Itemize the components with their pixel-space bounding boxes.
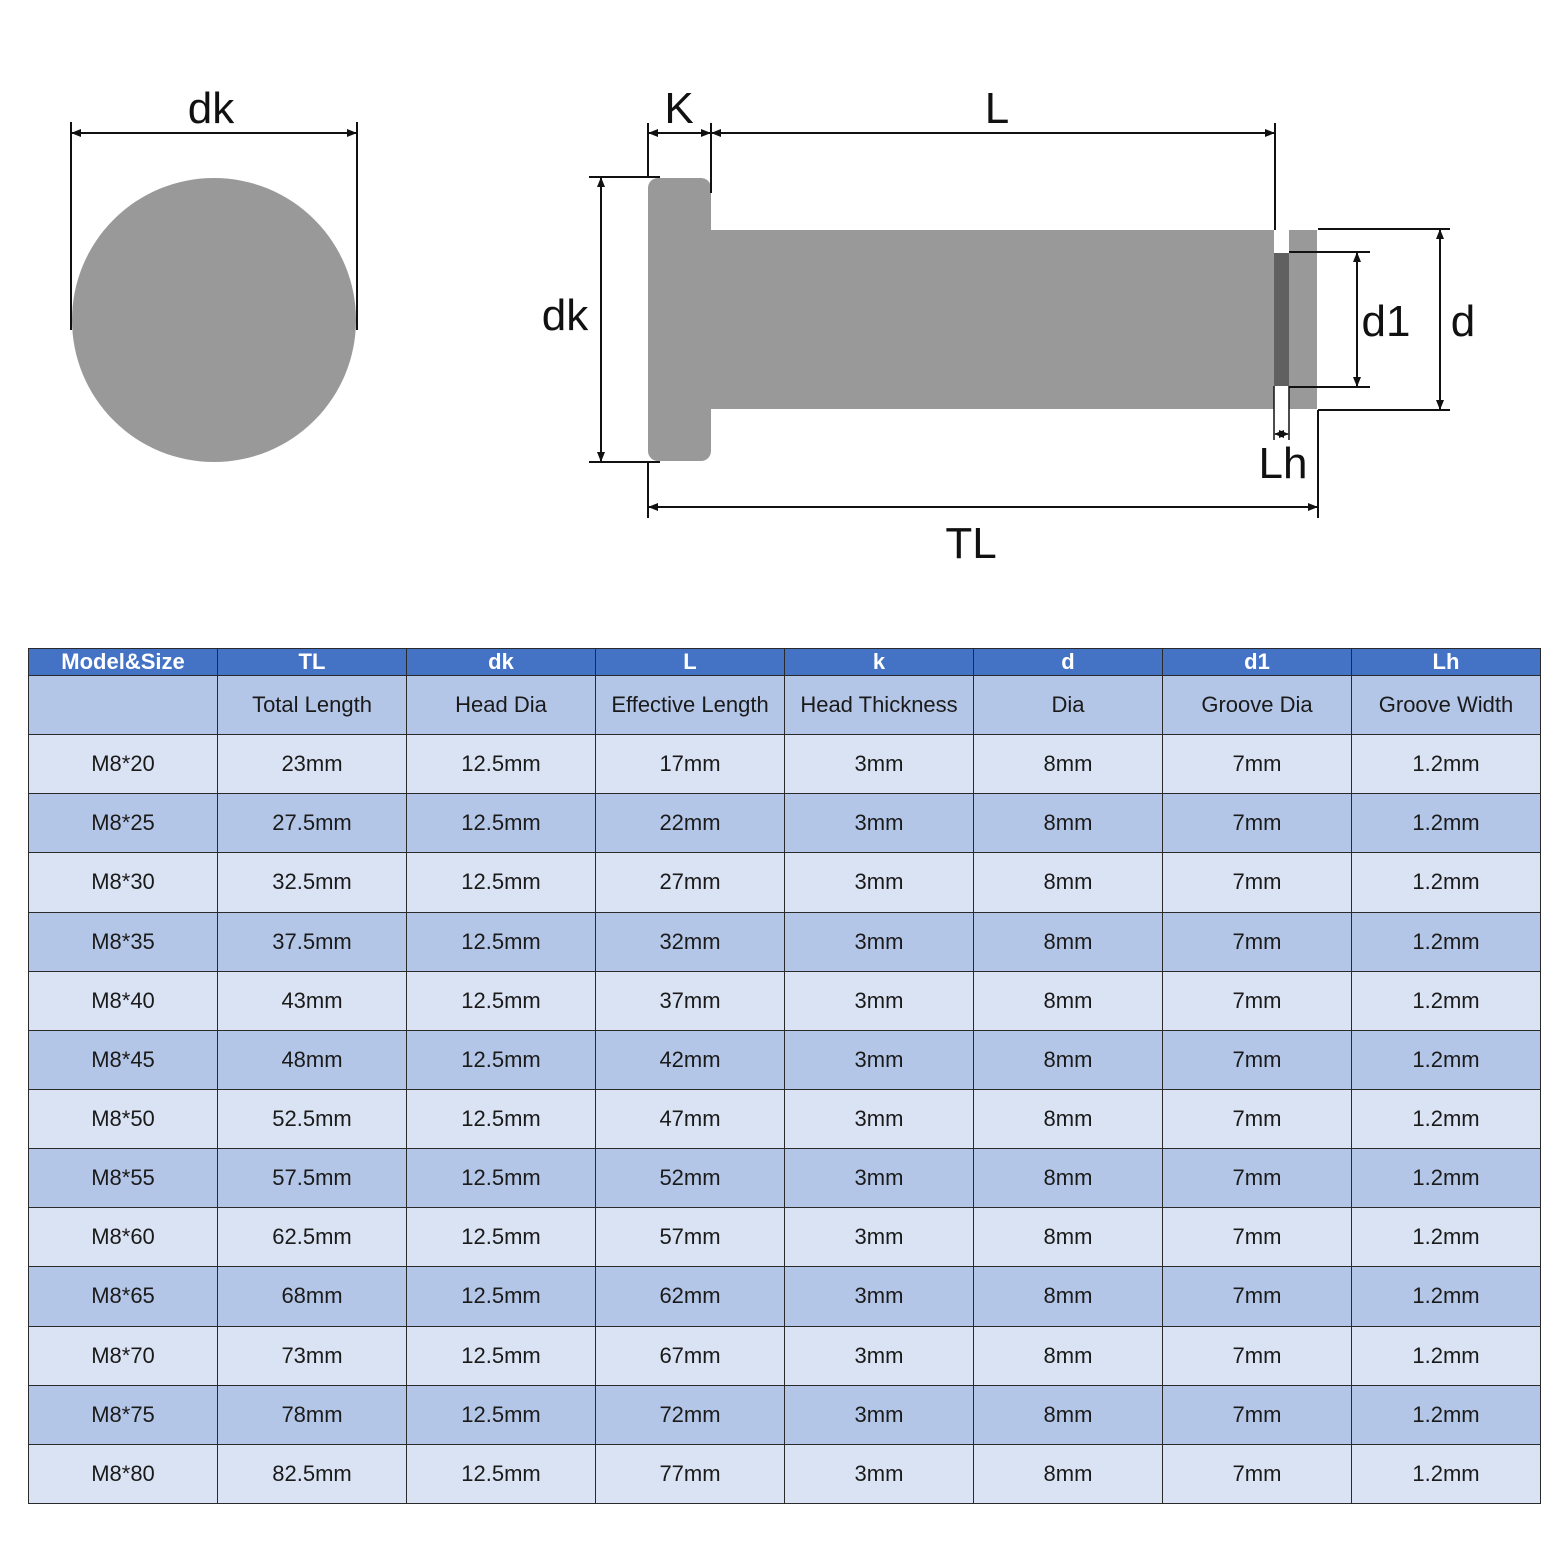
table-cell: 12.5mm <box>407 1089 596 1148</box>
table-cell: 12.5mm <box>407 735 596 794</box>
table-cell: 1.2mm <box>1352 1208 1541 1267</box>
table-cell: 3mm <box>785 971 974 1030</box>
table-cell: 8mm <box>974 1267 1163 1326</box>
pin-shank <box>710 230 1274 409</box>
groove <box>1274 253 1289 386</box>
table-row <box>29 1030 1541 1089</box>
table-cell: 8mm <box>974 1208 1163 1267</box>
table-cell: 3mm <box>785 1089 974 1148</box>
table-cell: 1.2mm <box>1352 1267 1541 1326</box>
front-view <box>71 84 357 462</box>
table-cell: 8mm <box>974 1030 1163 1089</box>
tl-label: TL <box>945 519 997 568</box>
k-label: K <box>664 84 694 133</box>
table-cell: 12.5mm <box>407 1149 596 1208</box>
table-cell: 42mm <box>596 1030 785 1089</box>
table-cell: M8*80 <box>29 1444 218 1503</box>
table-cell: 8mm <box>974 1444 1163 1503</box>
header-l: L <box>596 649 785 676</box>
pin-tip <box>1289 230 1317 409</box>
table-cell: 1.2mm <box>1352 1444 1541 1503</box>
table-cell: 3mm <box>785 1444 974 1503</box>
table-cell: 3mm <box>785 1208 974 1267</box>
table-cell: 32mm <box>596 912 785 971</box>
lh-label: Lh <box>1258 439 1308 488</box>
l-label: L <box>984 84 1010 133</box>
table-cell: 7mm <box>1163 1149 1352 1208</box>
table-cell: 1.2mm <box>1352 853 1541 912</box>
table-row <box>29 853 1541 912</box>
table-cell: 1.2mm <box>1352 1030 1541 1089</box>
table-cell: 3mm <box>785 1385 974 1444</box>
subheader-cell: Head Thickness <box>785 676 974 735</box>
table-cell: M8*50 <box>29 1089 218 1148</box>
table-cell: 1.2mm <box>1352 971 1541 1030</box>
table-cell: 12.5mm <box>407 1326 596 1385</box>
table-cell: 73mm <box>218 1326 407 1385</box>
table-cell: 48mm <box>218 1030 407 1089</box>
table-cell: 8mm <box>974 794 1163 853</box>
table-cell: 1.2mm <box>1352 794 1541 853</box>
table-cell: 8mm <box>974 735 1163 794</box>
table-cell: 8mm <box>974 1326 1163 1385</box>
table-cell: 12.5mm <box>407 1030 596 1089</box>
table-cell: 62mm <box>596 1267 785 1326</box>
table-cell: 3mm <box>785 735 974 794</box>
side-view <box>542 84 1475 568</box>
table-cell: 7mm <box>1163 971 1352 1030</box>
table-cell: 8mm <box>974 853 1163 912</box>
head-circle <box>72 178 356 462</box>
table-cell: 3mm <box>785 912 974 971</box>
table-cell: 78mm <box>218 1385 407 1444</box>
table-cell: 7mm <box>1163 1089 1352 1148</box>
table-row <box>29 1149 1541 1208</box>
table-cell: 1.2mm <box>1352 735 1541 794</box>
table-cell: 8mm <box>974 912 1163 971</box>
table-subheader-row <box>29 676 1541 735</box>
subheader-cell <box>29 676 218 735</box>
table-cell: M8*20 <box>29 735 218 794</box>
table-cell: 22mm <box>596 794 785 853</box>
table-cell: 27mm <box>596 853 785 912</box>
table-row <box>29 1208 1541 1267</box>
table-cell: 67mm <box>596 1326 785 1385</box>
table-cell: 7mm <box>1163 853 1352 912</box>
table-row <box>29 1267 1541 1326</box>
table-cell: 12.5mm <box>407 853 596 912</box>
side-dk-label: dk <box>541 291 589 340</box>
front-dk-label: dk <box>187 84 235 133</box>
d1-label: d1 <box>1361 297 1411 346</box>
table-cell: 37.5mm <box>218 912 407 971</box>
table-cell: 8mm <box>974 1089 1163 1148</box>
subheader-cell: Head Dia <box>407 676 596 735</box>
table-cell: 3mm <box>785 794 974 853</box>
header-lh: Lh <box>1352 649 1541 676</box>
table-cell: 57mm <box>596 1208 785 1267</box>
subheader-cell: Dia <box>974 676 1163 735</box>
header-k: k <box>785 649 974 676</box>
subheader-cell: Effective Length <box>596 676 785 735</box>
table-cell: M8*70 <box>29 1326 218 1385</box>
table-cell: M8*55 <box>29 1149 218 1208</box>
table-cell: 7mm <box>1163 1385 1352 1444</box>
table-row <box>29 1444 1541 1503</box>
table-cell: M8*35 <box>29 912 218 971</box>
subheader-cell: Total Length <box>218 676 407 735</box>
header-model-size: Model&Size <box>29 649 218 676</box>
table-row <box>29 735 1541 794</box>
pin-dimension-diagram <box>0 0 1568 640</box>
header-d1: d1 <box>1163 649 1352 676</box>
table-cell: 12.5mm <box>407 912 596 971</box>
table-cell: 52mm <box>596 1149 785 1208</box>
table-cell: 1.2mm <box>1352 1149 1541 1208</box>
table-cell: 17mm <box>596 735 785 794</box>
table-cell: 12.5mm <box>407 1208 596 1267</box>
table-cell: 7mm <box>1163 735 1352 794</box>
table-cell: 1.2mm <box>1352 912 1541 971</box>
table-cell: 7mm <box>1163 1267 1352 1326</box>
table-cell: 1.2mm <box>1352 1089 1541 1148</box>
table-cell: 12.5mm <box>407 971 596 1030</box>
table-cell: 8mm <box>974 1149 1163 1208</box>
table-cell: 7mm <box>1163 1208 1352 1267</box>
table-cell: 57.5mm <box>218 1149 407 1208</box>
table-cell: 72mm <box>596 1385 785 1444</box>
pin-head <box>648 178 711 461</box>
table-cell: M8*75 <box>29 1385 218 1444</box>
table-cell: 68mm <box>218 1267 407 1326</box>
table-cell: M8*45 <box>29 1030 218 1089</box>
table-cell: 23mm <box>218 735 407 794</box>
d-label: d <box>1450 297 1476 346</box>
table-cell: 12.5mm <box>407 1385 596 1444</box>
table-cell: 3mm <box>785 1149 974 1208</box>
subheader-cell: Groove Dia <box>1163 676 1352 735</box>
table-cell: 52.5mm <box>218 1089 407 1148</box>
table-cell: 3mm <box>785 1267 974 1326</box>
table-cell: 77mm <box>596 1444 785 1503</box>
table-row <box>29 794 1541 853</box>
header-d: d <box>974 649 1163 676</box>
table-cell: M8*25 <box>29 794 218 853</box>
table-cell: 37mm <box>596 971 785 1030</box>
table-cell: 62.5mm <box>218 1208 407 1267</box>
table-cell: 8mm <box>974 971 1163 1030</box>
table-cell: M8*60 <box>29 1208 218 1267</box>
table-row <box>29 1326 1541 1385</box>
table-row <box>29 971 1541 1030</box>
table-cell: 3mm <box>785 1326 974 1385</box>
table-cell: 3mm <box>785 1030 974 1089</box>
table-cell: M8*30 <box>29 853 218 912</box>
header-dk: dk <box>407 649 596 676</box>
table-cell: 12.5mm <box>407 1444 596 1503</box>
table-cell: 12.5mm <box>407 1267 596 1326</box>
header-tl: TL <box>218 649 407 676</box>
subheader-cell: Groove Width <box>1352 676 1541 735</box>
table-cell: M8*40 <box>29 971 218 1030</box>
table-cell: 7mm <box>1163 912 1352 971</box>
table-cell: 32.5mm <box>218 853 407 912</box>
table-cell: 8mm <box>974 1385 1163 1444</box>
table-cell: 1.2mm <box>1352 1326 1541 1385</box>
table-cell: 7mm <box>1163 794 1352 853</box>
size-spec-table <box>28 648 1541 1504</box>
table-cell: 47mm <box>596 1089 785 1148</box>
table-row <box>29 912 1541 971</box>
table-row <box>29 1089 1541 1148</box>
table-header-row <box>29 649 1541 676</box>
table-row <box>29 1385 1541 1444</box>
table-cell: 1.2mm <box>1352 1385 1541 1444</box>
table-cell: 12.5mm <box>407 794 596 853</box>
table-cell: 7mm <box>1163 1030 1352 1089</box>
table-cell: 7mm <box>1163 1444 1352 1503</box>
table-cell: 27.5mm <box>218 794 407 853</box>
table-cell: 7mm <box>1163 1326 1352 1385</box>
table-cell: 43mm <box>218 971 407 1030</box>
table-cell: M8*65 <box>29 1267 218 1326</box>
table-cell: 82.5mm <box>218 1444 407 1503</box>
table-cell: 3mm <box>785 853 974 912</box>
